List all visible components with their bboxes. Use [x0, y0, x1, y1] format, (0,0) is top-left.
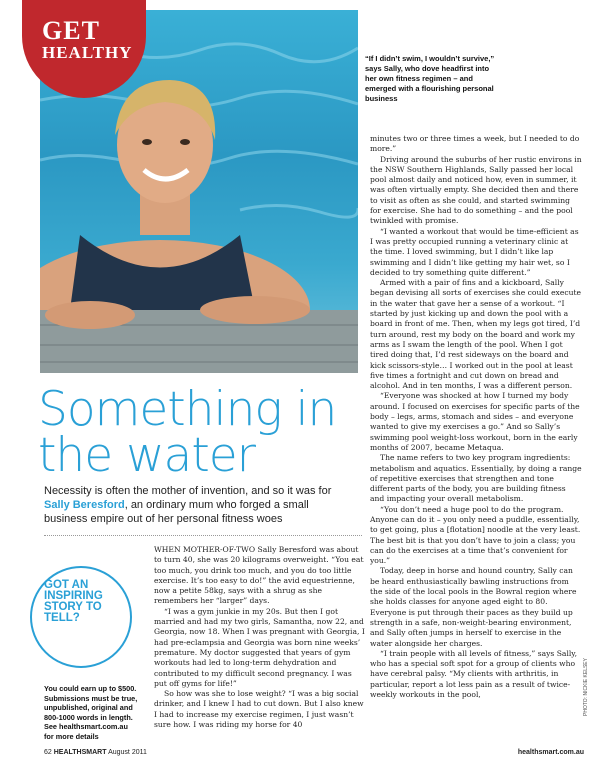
callout-title: GOT AN INSPIRING STORY TO TELL? — [44, 579, 103, 624]
subject-name: Sally Beresford — [44, 499, 125, 511]
photo-credit: PHOTO: NICKIE KELSEY — [583, 658, 589, 716]
paragraph: Driving around the suburbs of her rustic environs in the NSW Southern Highlands, Sally passed her local pool almost daily and noticed how, even in summer, it was often virtually empty. She decided then and there to visit as often as she could, and started swimming for exercise. She had to do something – and the pool twinkled with promise. — [370, 154, 582, 226]
paragraph: The name refers to two key program ingredients: metabolism and aquatics. Essentially, by doing a range of repetitive exercises that strengthen and tone different parts of the body, you are building fitness and impacting your overall metabolism. — [370, 453, 582, 504]
paragraph: Armed with a pair of fins and a kickboard, Sally began devising all sorts of exercises she could execute in the water that gave her a sense of a workout. “I started by just kicking up and down the pool with a board in front of me. Then, when my legs got tired, I’d turn around, rest my body on the board and work my arms as I swam the length of the pool. When I got tired doing that, I’d rest sideways on the board and kick scissors-style… I worked out in the pool at least five times a fortnight and cut down on bread and alcohol. And in ten months, I was a different person. — [370, 278, 582, 391]
footer-brand: HEALTHSMART — [53, 749, 107, 756]
paragraph: “I wanted a workout that would be time-efficient as I was pretty occupied running a veterinary clinic at the time. I loved swimming, but I didn’t like lap swimming and I didn’t like getting my hair wet, so I decided to try something quite different.” — [370, 226, 579, 277]
page-number: 62 — [44, 749, 52, 756]
paragraph: “I train people with all levels of fitness,” says Sally, who has a special soft spot for a group of clients who have cerebral palsy. “My clients with arthritis, in particular, report a lot less pain as a result of twice-weekly workouts in the pool, — [370, 648, 577, 700]
paragraph: Today, deep in horse and hound country, Sally can be heard enthusiastically bawling instructions from the side of the local pools in the Bowral region where she holds classes for anyone aged eight to 80. Everyone is put through their paces as they build up strength in a safe, non-weight-bearing environment, and Sally often jumps in herself to exercise in the water alongside her charges. — [370, 566, 577, 648]
article-headline: Something in the water — [38, 382, 337, 483]
divider — [44, 535, 362, 536]
callout-circle — [30, 566, 132, 668]
paragraph: minutes two or three times a week, but I needed to do more.” — [370, 134, 580, 154]
paragraph: “You don’t need a huge pool to do the program. Anyone can do it – you only need a puddle, essentially, to get going, plus a [flotation] noodle at the very least. The best bit is that you don’t have to join a class; you can do the exercises at a time that’s convenient for you.” — [370, 504, 581, 566]
footer-issue: August 2011 — [108, 749, 147, 756]
standfirst — [44, 484, 354, 526]
body-column-middle — [154, 545, 366, 730]
standfirst-text: Necessity is often the mother of invention, and so it was for — [44, 485, 332, 497]
section-label-healthy: HEALTHY — [42, 43, 133, 62]
footer-url: healthsmart.com.au — [517, 749, 584, 756]
paragraph: So how was she to lose weight? “I was a big social drinker, and I knew I had to cut down. But I also knew I had to increase my exercise regimen, I just wasn’t sure how. I was riding my horse for 40 — [154, 689, 364, 730]
paragraph: WHEN MOTHER-OF-TWO Sally Beresford was about to turn 40, she was 20 kilograms overweight. “You eat too much, you drink too much, and you do too little exercise. It’s too easy to do!” the avid equestrienne, now a petite 58kg, says with a shrug as she remembers her “larger” days. — [154, 545, 364, 606]
footer-left — [44, 749, 147, 756]
paragraph: “I was a gym junkie in my 20s. But then I got married and had my two girls, Samantha, now 22, and Georgia, now 18. When I was pregnant with Georgia, I had pre-eclampsia and Georgia was born nine weeks’ premature. My doctor suggested that years of gym workouts had led to long-term dehydration and contributed to my difficult second pregnancy. I was put off gyms for life!” — [154, 606, 365, 688]
paragraph: “Everyone was shocked at how I turned my body around. I focused on exercises for specific parts of the body – legs, arms, stomach and sides – and everyone wanted to give my exercises a go.” And so Sally’s swimming pool weight-loss workout, born in the early months of 2007, became Metaqua. — [370, 391, 580, 452]
body-column-right — [370, 134, 582, 700]
section-label-get: GET — [42, 16, 100, 45]
standfirst-text: , an ordinary mum who forged a small business empire out of her personal fitness woes — [44, 499, 309, 525]
callout-body: You could earn up to $500. Submissions must be true, unpublished, original and 800-1000 words in length. See healthsmart.com.au for more details — [44, 684, 138, 741]
photo-caption-quote: “If I didn’t swim, I wouldn’t survive,” says Sally, who dove headfirst into her own fitness regimen – and emerged with a flourishing personal business — [365, 54, 495, 103]
